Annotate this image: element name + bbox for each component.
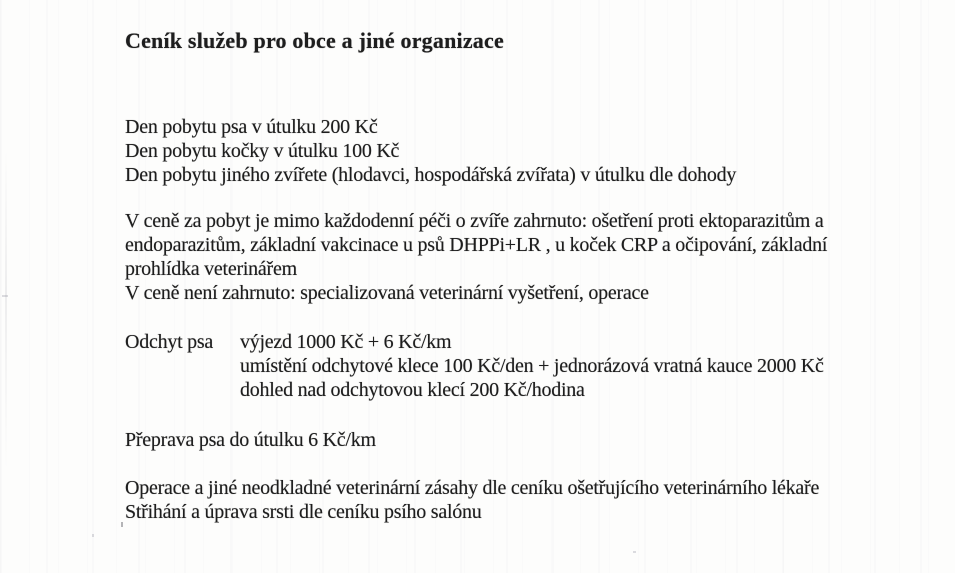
included-text-line-1: V ceně za pobyt je mimo každodenní péči o zvíře zahrnuto: ošetření proti ektoparazitům a: [125, 210, 824, 232]
scan-speck: [121, 522, 123, 527]
price-line-other-animal-stay: Den pobytu jiného zvířete (hlodavci, hospodářská zvířata) v útulku dle dohody: [125, 164, 737, 186]
dog-capture-label: Odchyt psa: [125, 331, 214, 353]
dog-capture-block: [125, 330, 955, 402]
price-line-dog-stay: Den pobytu psa v útulku 200 Kč: [125, 116, 378, 138]
included-text-line-2: endoparazitům, základní vakcinace u psů DHPPi+LR , u koček CRP a očipování, základní: [125, 234, 828, 256]
other-services-block: [125, 476, 955, 524]
included-services-block: [125, 209, 955, 305]
included-text-line-3: prohlídka veterinářem: [125, 258, 297, 280]
surgery-services-line: Operace a jiné neodkladné veterinární zásahy dle ceníku ošetřujícího veterinárního lékaře: [125, 477, 820, 499]
scan-speck: [238, 517, 240, 519]
scan-edge-streak: [5, 150, 7, 470]
stay-prices-block: [125, 115, 955, 187]
not-included-text-line: V ceně není zahrnuto: specializovaná veterinární vyšetření, operace: [125, 282, 649, 304]
transport-block: [125, 428, 955, 452]
capture-price-trip: výjezd 1000 Kč + 6 Kč/km: [240, 331, 452, 353]
scan-speck: [2, 295, 8, 297]
capture-price-cage: umístění odchytové klece 100 Kč/den + jednorázová vratná kauce 2000 Kč: [240, 355, 824, 377]
dog-capture-details: [240, 330, 824, 402]
scan-speck: [633, 551, 636, 553]
document-title: Ceník služeb pro obce a jiné organizace: [125, 28, 504, 53]
transport-price-line: Přeprava psa do útulku 6 Kč/km: [125, 429, 376, 451]
grooming-services-line: Střihání a úprava srsti dle ceníku psího salónu: [125, 501, 482, 523]
scan-speck: [92, 534, 94, 537]
price-line-cat-stay: Den pobytu kočky v útulku 100 Kč: [125, 140, 400, 162]
capture-price-supervision: dohled nad odchytovou klecí 200 Kč/hodina: [240, 379, 585, 401]
